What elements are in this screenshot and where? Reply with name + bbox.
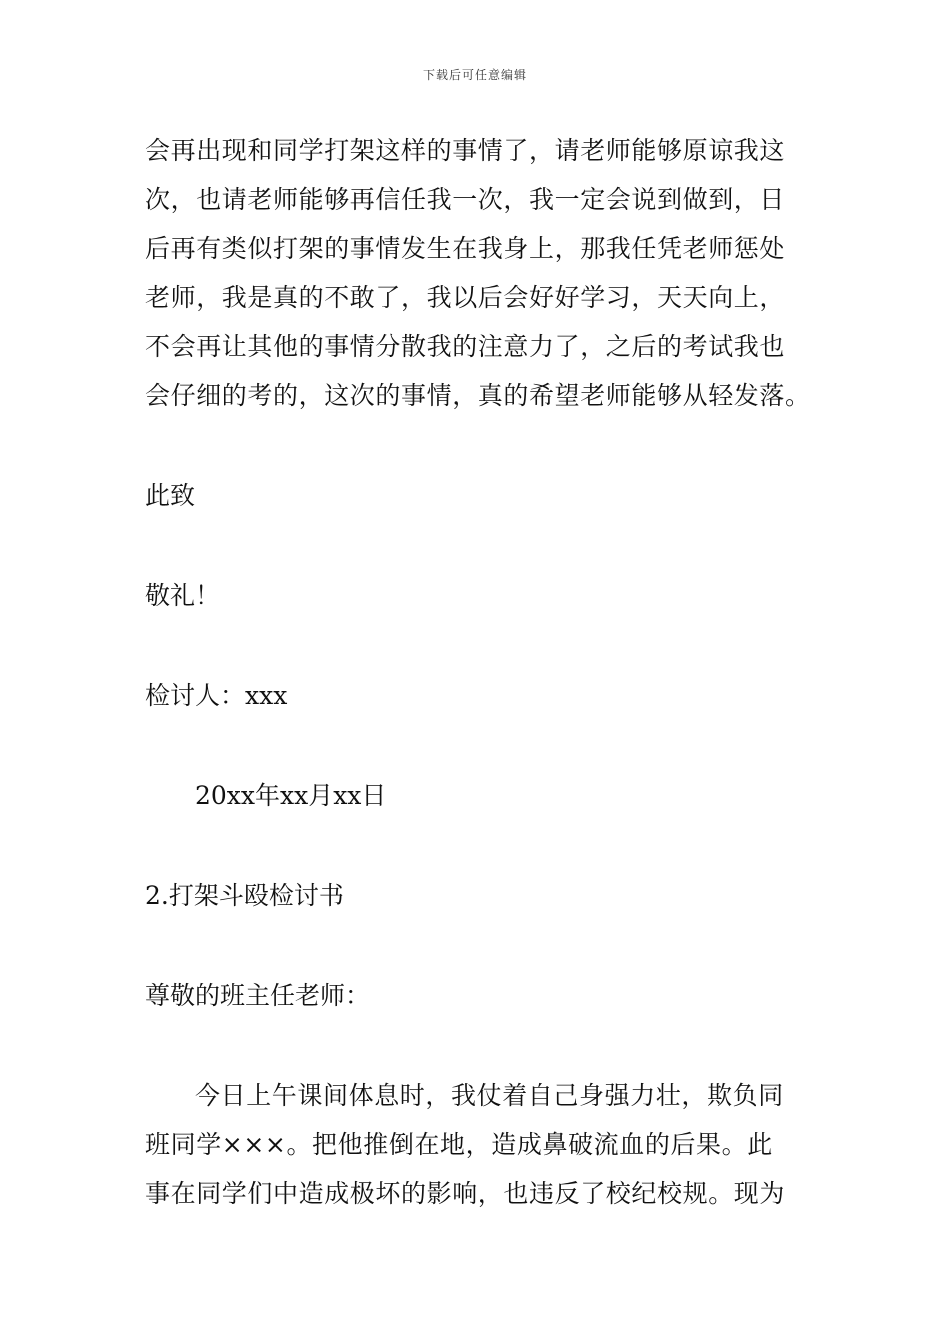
document-content (145, 126, 815, 1218)
closing-greeting: 此致 (145, 481, 196, 510)
closing-salute: 敬礼！ (145, 581, 221, 610)
text-line: 今日上午课间体息时，我仗着自己身强力壮，欺负同 (195, 1081, 784, 1110)
text-line: 班同学×××。把他推倒在地，造成鼻破流血的后果。此 (145, 1130, 773, 1159)
text-line: 会再出现和同学打架这样的事情了，请老师能够原谅我这 (145, 136, 786, 165)
blank-line (145, 920, 815, 971)
blank-line (145, 520, 815, 571)
blank-line (145, 620, 815, 671)
signer-line: 检讨人：xxx (145, 681, 288, 710)
text-line: 不会再让其他的事情分散我的注意力了，之后的考试我也 (145, 332, 786, 361)
blank-line (145, 1020, 815, 1071)
text-line: 会仔细的考的，这次的事情，真的希望老师能够从轻发落。 (145, 381, 811, 410)
text-line: 次，也请老师能够再信任我一次，我一定会说到做到，日 (145, 185, 786, 214)
section2-body-paragraph (145, 1071, 815, 1218)
text-line: 老师，我是真的不敢了，我以后会好好学习，天天向上， (145, 283, 786, 312)
salutation: 尊敬的班主任老师： (145, 981, 371, 1010)
header-note: 下载后可任意编辑 (422, 68, 527, 82)
blank-line (145, 820, 815, 871)
text-line: 后再有类似打架的事情发生在我身上，那我任凭老师惩处 (145, 234, 786, 263)
blank-line (145, 420, 815, 471)
text-line: 事在同学们中造成极坏的影响，也违反了校纪校规。现为 (145, 1179, 786, 1208)
letter-body-paragraph (145, 126, 815, 420)
blank-line (145, 720, 815, 771)
section-title: 2.打架斗殴检讨书 (145, 881, 344, 910)
date-line: 20xx年xx月xx日 (195, 781, 387, 810)
